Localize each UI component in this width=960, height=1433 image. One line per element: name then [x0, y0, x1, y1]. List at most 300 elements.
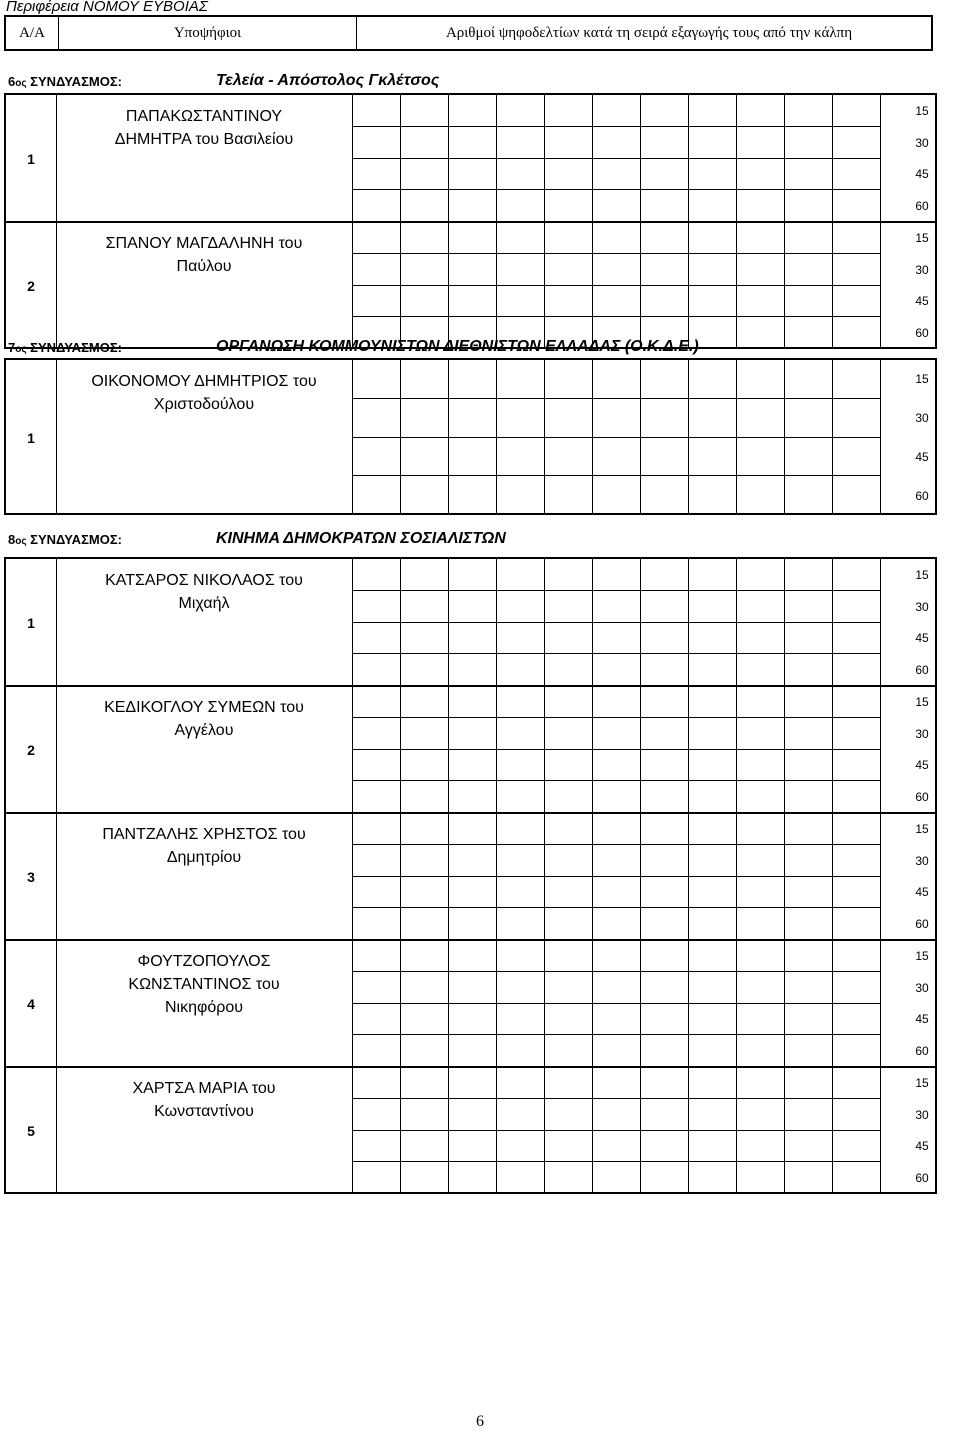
- tally-cell[interactable]: [353, 750, 401, 782]
- tally-cell[interactable]: [593, 845, 641, 877]
- tally-cell[interactable]: [353, 654, 401, 686]
- tally-cell[interactable]: [689, 222, 737, 254]
- tally-cell[interactable]: [641, 476, 689, 515]
- tally-cell[interactable]: [689, 623, 737, 655]
- tally-cell[interactable]: [497, 127, 545, 159]
- tally-cell[interactable]: [833, 845, 881, 877]
- tally-cell[interactable]: [593, 438, 641, 477]
- tally-cell[interactable]: [593, 1004, 641, 1036]
- tally-cell[interactable]: [689, 908, 737, 940]
- tally-cell[interactable]: [593, 360, 641, 399]
- tally-cell[interactable]: [737, 476, 785, 515]
- tally-cell[interactable]: [449, 972, 497, 1004]
- tally-cell[interactable]: [833, 908, 881, 940]
- tally-cell[interactable]: [785, 438, 833, 477]
- tally-cell[interactable]: [737, 1004, 785, 1036]
- tally-cell[interactable]: [689, 1004, 737, 1036]
- tally-cell[interactable]: [401, 781, 449, 813]
- tally-cell[interactable]: [833, 286, 881, 318]
- tally-cell[interactable]: [497, 781, 545, 813]
- tally-cell[interactable]: [401, 1099, 449, 1131]
- tally-cell[interactable]: [593, 1131, 641, 1163]
- tally-cell[interactable]: [401, 718, 449, 750]
- tally-cell[interactable]: [689, 781, 737, 813]
- tally-cell[interactable]: [401, 127, 449, 159]
- tally-cell[interactable]: [497, 972, 545, 1004]
- tally-cell[interactable]: [545, 845, 593, 877]
- tally-cell[interactable]: [353, 1099, 401, 1131]
- tally-cell[interactable]: [449, 591, 497, 623]
- tally-cell[interactable]: [737, 127, 785, 159]
- tally-cell[interactable]: [737, 908, 785, 940]
- tally-cell[interactable]: [785, 940, 833, 972]
- tally-cell[interactable]: [545, 127, 593, 159]
- tally-cell[interactable]: [593, 476, 641, 515]
- tally-cell[interactable]: [449, 908, 497, 940]
- tally-cell[interactable]: [785, 686, 833, 718]
- tally-cell[interactable]: [545, 654, 593, 686]
- tally-cell[interactable]: [353, 1067, 401, 1099]
- tally-cell[interactable]: [641, 972, 689, 1004]
- tally-cell[interactable]: [833, 1099, 881, 1131]
- tally-cell[interactable]: [641, 908, 689, 940]
- tally-cell[interactable]: [737, 222, 785, 254]
- tally-cell[interactable]: [449, 190, 497, 222]
- tally-cell[interactable]: [833, 686, 881, 718]
- tally-cell[interactable]: [593, 718, 641, 750]
- tally-cell[interactable]: [833, 1162, 881, 1194]
- tally-cell[interactable]: [641, 159, 689, 191]
- tally-cell[interactable]: [833, 127, 881, 159]
- tally-cell[interactable]: [785, 190, 833, 222]
- tally-cell[interactable]: [545, 718, 593, 750]
- tally-cell[interactable]: [641, 654, 689, 686]
- tally-cell[interactable]: [833, 159, 881, 191]
- tally-cell[interactable]: [833, 623, 881, 655]
- tally-cell[interactable]: [401, 360, 449, 399]
- tally-cell[interactable]: [689, 476, 737, 515]
- tally-cell[interactable]: [593, 190, 641, 222]
- tally-cell[interactable]: [785, 908, 833, 940]
- tally-cell[interactable]: [833, 813, 881, 845]
- tally-cell[interactable]: [593, 781, 641, 813]
- tally-cell[interactable]: [497, 159, 545, 191]
- tally-cell[interactable]: [689, 438, 737, 477]
- tally-cell[interactable]: [833, 438, 881, 477]
- tally-cell[interactable]: [833, 972, 881, 1004]
- tally-cell[interactable]: [737, 159, 785, 191]
- tally-cell[interactable]: [449, 1067, 497, 1099]
- tally-cell[interactable]: [449, 1035, 497, 1067]
- tally-cell[interactable]: [449, 718, 497, 750]
- tally-cell[interactable]: [641, 877, 689, 909]
- tally-cell[interactable]: [641, 1162, 689, 1194]
- tally-cell[interactable]: [785, 813, 833, 845]
- tally-cell[interactable]: [545, 1067, 593, 1099]
- tally-cell[interactable]: [641, 1035, 689, 1067]
- tally-cell[interactable]: [785, 718, 833, 750]
- tally-cell[interactable]: [593, 591, 641, 623]
- tally-cell[interactable]: [785, 1004, 833, 1036]
- tally-cell[interactable]: [641, 360, 689, 399]
- tally-cell[interactable]: [737, 781, 785, 813]
- tally-cell[interactable]: [737, 591, 785, 623]
- tally-cell[interactable]: [833, 940, 881, 972]
- tally-cell[interactable]: [641, 686, 689, 718]
- tally-cell[interactable]: [785, 317, 833, 349]
- tally-cell[interactable]: [641, 559, 689, 591]
- tally-cell[interactable]: [353, 190, 401, 222]
- tally-cell[interactable]: [497, 190, 545, 222]
- tally-cell[interactable]: [833, 591, 881, 623]
- tally-cell[interactable]: [545, 1099, 593, 1131]
- tally-cell[interactable]: [545, 286, 593, 318]
- tally-cell[interactable]: [545, 813, 593, 845]
- tally-cell[interactable]: [401, 95, 449, 127]
- tally-cell[interactable]: [497, 286, 545, 318]
- tally-cell[interactable]: [545, 750, 593, 782]
- tally-cell[interactable]: [833, 781, 881, 813]
- tally-cell[interactable]: [833, 1131, 881, 1163]
- tally-cell[interactable]: [833, 1004, 881, 1036]
- tally-cell[interactable]: [449, 1099, 497, 1131]
- tally-cell[interactable]: [401, 1162, 449, 1194]
- tally-cell[interactable]: [353, 718, 401, 750]
- tally-cell[interactable]: [401, 254, 449, 286]
- tally-cell[interactable]: [497, 1035, 545, 1067]
- tally-cell[interactable]: [785, 127, 833, 159]
- tally-cell[interactable]: [785, 623, 833, 655]
- tally-cell[interactable]: [401, 1035, 449, 1067]
- tally-cell[interactable]: [737, 623, 785, 655]
- tally-cell[interactable]: [593, 877, 641, 909]
- tally-cell[interactable]: [689, 1035, 737, 1067]
- tally-cell[interactable]: [689, 940, 737, 972]
- tally-cell[interactable]: [593, 286, 641, 318]
- tally-cell[interactable]: [353, 1004, 401, 1036]
- tally-cell[interactable]: [785, 476, 833, 515]
- tally-cell[interactable]: [497, 908, 545, 940]
- tally-cell[interactable]: [689, 591, 737, 623]
- tally-cell[interactable]: [785, 781, 833, 813]
- tally-cell[interactable]: [497, 1131, 545, 1163]
- tally-cell[interactable]: [497, 1162, 545, 1194]
- tally-cell[interactable]: [737, 317, 785, 349]
- tally-cell[interactable]: [449, 1162, 497, 1194]
- tally-cell[interactable]: [545, 360, 593, 399]
- tally-cell[interactable]: [449, 286, 497, 318]
- tally-cell[interactable]: [833, 559, 881, 591]
- tally-cell[interactable]: [353, 940, 401, 972]
- tally-cell[interactable]: [785, 1099, 833, 1131]
- tally-cell[interactable]: [689, 360, 737, 399]
- tally-cell[interactable]: [641, 286, 689, 318]
- tally-cell[interactable]: [737, 286, 785, 318]
- tally-cell[interactable]: [833, 317, 881, 349]
- tally-cell[interactable]: [737, 1131, 785, 1163]
- tally-cell[interactable]: [353, 476, 401, 515]
- tally-cell[interactable]: [641, 940, 689, 972]
- tally-cell[interactable]: [785, 1131, 833, 1163]
- tally-cell[interactable]: [641, 1099, 689, 1131]
- tally-cell[interactable]: [641, 1004, 689, 1036]
- tally-cell[interactable]: [737, 686, 785, 718]
- tally-cell[interactable]: [593, 623, 641, 655]
- tally-cell[interactable]: [641, 399, 689, 438]
- tally-cell[interactable]: [401, 190, 449, 222]
- tally-cell[interactable]: [401, 654, 449, 686]
- tally-cell[interactable]: [353, 908, 401, 940]
- tally-cell[interactable]: [545, 1131, 593, 1163]
- tally-cell[interactable]: [449, 750, 497, 782]
- tally-cell[interactable]: [593, 159, 641, 191]
- tally-cell[interactable]: [689, 399, 737, 438]
- tally-cell[interactable]: [353, 559, 401, 591]
- tally-cell[interactable]: [833, 877, 881, 909]
- tally-cell[interactable]: [689, 1131, 737, 1163]
- tally-cell[interactable]: [401, 476, 449, 515]
- tally-cell[interactable]: [449, 877, 497, 909]
- tally-cell[interactable]: [641, 438, 689, 477]
- tally-cell[interactable]: [545, 438, 593, 477]
- tally-cell[interactable]: [785, 654, 833, 686]
- tally-cell[interactable]: [353, 438, 401, 477]
- tally-cell[interactable]: [401, 1067, 449, 1099]
- tally-cell[interactable]: [449, 623, 497, 655]
- tally-cell[interactable]: [785, 591, 833, 623]
- tally-cell[interactable]: [353, 623, 401, 655]
- tally-cell[interactable]: [449, 222, 497, 254]
- tally-cell[interactable]: [737, 1067, 785, 1099]
- tally-cell[interactable]: [833, 1067, 881, 1099]
- tally-cell[interactable]: [641, 591, 689, 623]
- tally-cell[interactable]: [353, 222, 401, 254]
- tally-cell[interactable]: [689, 877, 737, 909]
- tally-cell[interactable]: [545, 781, 593, 813]
- tally-cell[interactable]: [641, 623, 689, 655]
- tally-cell[interactable]: [641, 254, 689, 286]
- tally-cell[interactable]: [833, 222, 881, 254]
- tally-cell[interactable]: [833, 750, 881, 782]
- tally-cell[interactable]: [497, 559, 545, 591]
- tally-cell[interactable]: [737, 559, 785, 591]
- tally-cell[interactable]: [449, 559, 497, 591]
- tally-cell[interactable]: [353, 686, 401, 718]
- tally-cell[interactable]: [545, 1035, 593, 1067]
- tally-cell[interactable]: [641, 222, 689, 254]
- tally-cell[interactable]: [785, 1067, 833, 1099]
- tally-cell[interactable]: [593, 813, 641, 845]
- tally-cell[interactable]: [353, 781, 401, 813]
- tally-cell[interactable]: [641, 190, 689, 222]
- tally-cell[interactable]: [449, 127, 497, 159]
- tally-cell[interactable]: [689, 813, 737, 845]
- tally-cell[interactable]: [353, 845, 401, 877]
- tally-cell[interactable]: [545, 908, 593, 940]
- tally-cell[interactable]: [497, 254, 545, 286]
- tally-cell[interactable]: [689, 286, 737, 318]
- tally-cell[interactable]: [545, 399, 593, 438]
- tally-cell[interactable]: [785, 559, 833, 591]
- tally-cell[interactable]: [833, 1035, 881, 1067]
- tally-cell[interactable]: [401, 438, 449, 477]
- tally-cell[interactable]: [497, 845, 545, 877]
- tally-cell[interactable]: [401, 159, 449, 191]
- tally-cell[interactable]: [785, 286, 833, 318]
- tally-cell[interactable]: [737, 940, 785, 972]
- tally-cell[interactable]: [641, 95, 689, 127]
- tally-cell[interactable]: [401, 972, 449, 1004]
- tally-cell[interactable]: [785, 972, 833, 1004]
- tally-cell[interactable]: [737, 438, 785, 477]
- tally-cell[interactable]: [593, 127, 641, 159]
- tally-cell[interactable]: [737, 1035, 785, 1067]
- tally-cell[interactable]: [449, 1004, 497, 1036]
- tally-cell[interactable]: [641, 718, 689, 750]
- tally-cell[interactable]: [737, 190, 785, 222]
- tally-cell[interactable]: [737, 718, 785, 750]
- tally-cell[interactable]: [689, 95, 737, 127]
- tally-cell[interactable]: [497, 1067, 545, 1099]
- tally-cell[interactable]: [689, 972, 737, 1004]
- tally-cell[interactable]: [497, 399, 545, 438]
- tally-cell[interactable]: [689, 686, 737, 718]
- tally-cell[interactable]: [737, 360, 785, 399]
- tally-cell[interactable]: [641, 813, 689, 845]
- tally-cell[interactable]: [545, 476, 593, 515]
- tally-cell[interactable]: [449, 476, 497, 515]
- tally-cell[interactable]: [593, 254, 641, 286]
- tally-cell[interactable]: [689, 654, 737, 686]
- tally-cell[interactable]: [593, 559, 641, 591]
- tally-cell[interactable]: [545, 95, 593, 127]
- tally-cell[interactable]: [737, 750, 785, 782]
- tally-cell[interactable]: [449, 686, 497, 718]
- tally-cell[interactable]: [833, 360, 881, 399]
- tally-cell[interactable]: [737, 813, 785, 845]
- tally-cell[interactable]: [689, 190, 737, 222]
- tally-cell[interactable]: [353, 159, 401, 191]
- tally-cell[interactable]: [449, 781, 497, 813]
- tally-cell[interactable]: [497, 1099, 545, 1131]
- tally-cell[interactable]: [593, 940, 641, 972]
- tally-cell[interactable]: [689, 127, 737, 159]
- tally-cell[interactable]: [689, 718, 737, 750]
- tally-cell[interactable]: [497, 654, 545, 686]
- tally-cell[interactable]: [689, 1099, 737, 1131]
- tally-cell[interactable]: [497, 877, 545, 909]
- tally-cell[interactable]: [833, 95, 881, 127]
- tally-cell[interactable]: [737, 654, 785, 686]
- tally-cell[interactable]: [353, 254, 401, 286]
- tally-cell[interactable]: [689, 750, 737, 782]
- tally-cell[interactable]: [641, 1067, 689, 1099]
- tally-cell[interactable]: [833, 399, 881, 438]
- tally-cell[interactable]: [785, 877, 833, 909]
- tally-cell[interactable]: [353, 1162, 401, 1194]
- tally-cell[interactable]: [545, 222, 593, 254]
- tally-cell[interactable]: [449, 654, 497, 686]
- tally-cell[interactable]: [785, 159, 833, 191]
- tally-cell[interactable]: [641, 845, 689, 877]
- tally-cell[interactable]: [785, 95, 833, 127]
- tally-cell[interactable]: [785, 222, 833, 254]
- tally-cell[interactable]: [353, 591, 401, 623]
- tally-cell[interactable]: [737, 399, 785, 438]
- tally-cell[interactable]: [545, 623, 593, 655]
- tally-cell[interactable]: [593, 972, 641, 1004]
- tally-cell[interactable]: [401, 559, 449, 591]
- tally-cell[interactable]: [641, 1131, 689, 1163]
- tally-cell[interactable]: [545, 972, 593, 1004]
- tally-cell[interactable]: [497, 686, 545, 718]
- tally-cell[interactable]: [545, 1004, 593, 1036]
- tally-cell[interactable]: [833, 476, 881, 515]
- tally-cell[interactable]: [545, 559, 593, 591]
- tally-cell[interactable]: [497, 95, 545, 127]
- tally-cell[interactable]: [785, 845, 833, 877]
- tally-cell[interactable]: [545, 159, 593, 191]
- tally-cell[interactable]: [497, 360, 545, 399]
- tally-cell[interactable]: [737, 972, 785, 1004]
- tally-cell[interactable]: [593, 95, 641, 127]
- tally-cell[interactable]: [353, 127, 401, 159]
- tally-cell[interactable]: [833, 190, 881, 222]
- tally-cell[interactable]: [641, 127, 689, 159]
- tally-cell[interactable]: [545, 591, 593, 623]
- tally-cell[interactable]: [401, 908, 449, 940]
- tally-cell[interactable]: [353, 1035, 401, 1067]
- tally-cell[interactable]: [497, 750, 545, 782]
- tally-cell[interactable]: [353, 813, 401, 845]
- tally-cell[interactable]: [545, 940, 593, 972]
- tally-cell[interactable]: [737, 95, 785, 127]
- tally-cell[interactable]: [401, 686, 449, 718]
- tally-cell[interactable]: [497, 591, 545, 623]
- tally-cell[interactable]: [353, 95, 401, 127]
- tally-cell[interactable]: [497, 1004, 545, 1036]
- tally-cell[interactable]: [497, 222, 545, 254]
- tally-cell[interactable]: [401, 623, 449, 655]
- tally-cell[interactable]: [689, 1162, 737, 1194]
- tally-cell[interactable]: [449, 845, 497, 877]
- tally-cell[interactable]: [353, 972, 401, 1004]
- tally-cell[interactable]: [785, 399, 833, 438]
- tally-cell[interactable]: [401, 813, 449, 845]
- tally-cell[interactable]: [593, 654, 641, 686]
- tally-cell[interactable]: [833, 654, 881, 686]
- tally-cell[interactable]: [593, 1035, 641, 1067]
- tally-cell[interactable]: [737, 845, 785, 877]
- tally-cell[interactable]: [353, 1131, 401, 1163]
- tally-cell[interactable]: [449, 813, 497, 845]
- tally-cell[interactable]: [401, 591, 449, 623]
- tally-cell[interactable]: [497, 438, 545, 477]
- tally-cell[interactable]: [641, 750, 689, 782]
- tally-cell[interactable]: [689, 159, 737, 191]
- tally-cell[interactable]: [401, 1004, 449, 1036]
- tally-cell[interactable]: [353, 877, 401, 909]
- tally-cell[interactable]: [545, 686, 593, 718]
- tally-cell[interactable]: [497, 476, 545, 515]
- tally-cell[interactable]: [449, 95, 497, 127]
- tally-cell[interactable]: [641, 781, 689, 813]
- tally-cell[interactable]: [545, 254, 593, 286]
- tally-cell[interactable]: [401, 750, 449, 782]
- tally-cell[interactable]: [449, 399, 497, 438]
- tally-cell[interactable]: [737, 1162, 785, 1194]
- tally-cell[interactable]: [353, 399, 401, 438]
